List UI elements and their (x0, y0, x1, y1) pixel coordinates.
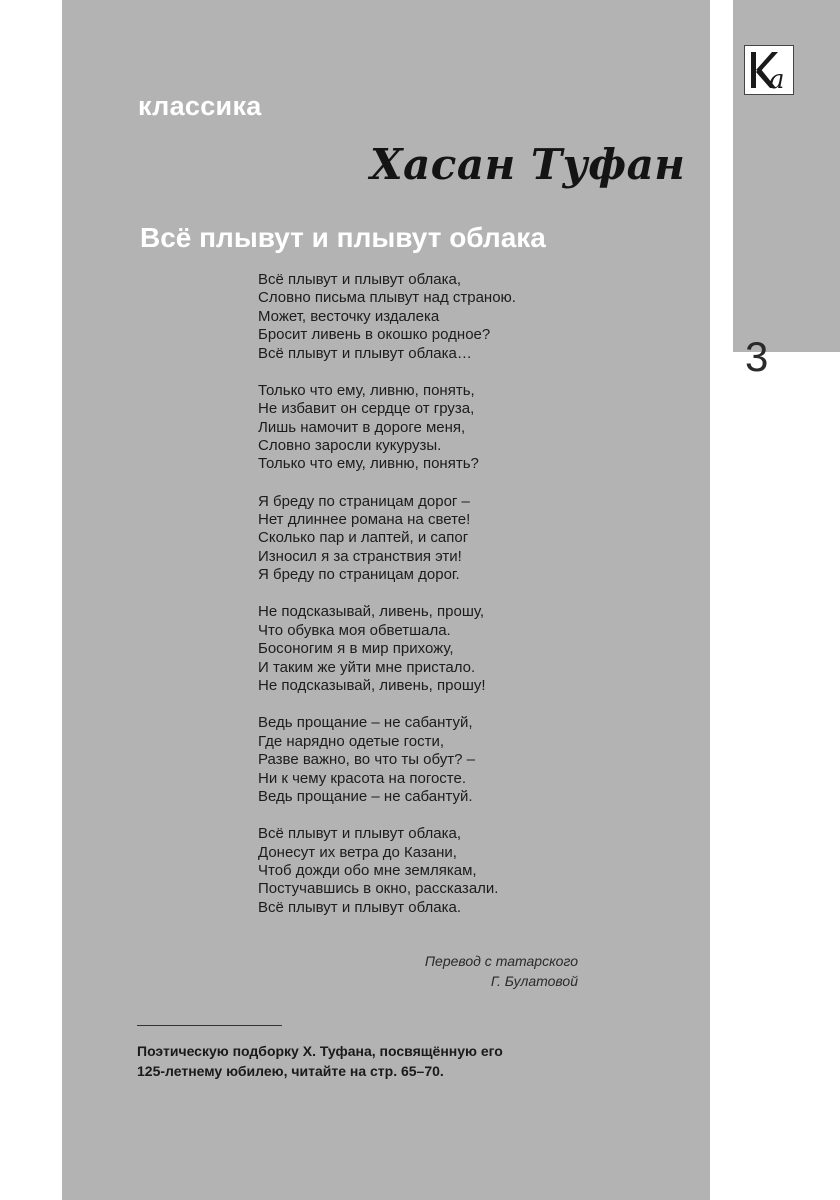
poem-line: Ни к чему красота на погосте. (258, 769, 467, 787)
poem-line: Не избавит он сердце от груза, (258, 400, 475, 418)
translator-name: Г. Булатовой (490, 973, 578, 989)
poem-line: Всё плывут и плывут облака, (258, 271, 461, 288)
stanza-2 (258, 382, 678, 474)
poem-line: Я бреду по страницам дорог – (258, 492, 470, 510)
poem-line: Чтоб дожди обо мне землякам, (258, 861, 477, 879)
poem-line: Постучавшись в окно, рассказали. (258, 880, 499, 898)
poem-line: Бросит ливень в окошко родное? (258, 326, 491, 344)
poem-line: Босоногим я в мир прихожу, (258, 640, 454, 658)
poem-line: Я бреду по страницам дорог. (258, 566, 460, 584)
footnote-divider (137, 1025, 282, 1026)
poem-line: Только что ему, ливню, понять, (258, 381, 475, 399)
poem-line: Нет длиннее романа на свете! (258, 511, 471, 529)
footnote-line: Поэтическую подборку Х. Туфана, посвящённую его (137, 1043, 503, 1059)
poem-line: Всё плывут и плывут облака… (258, 344, 472, 362)
poem-line: Словно заросли кукурузы. (258, 437, 442, 455)
poem-line: Лишь намочит в дороге меня, (258, 418, 466, 436)
stanza-5 (258, 714, 678, 806)
stanza-4 (258, 603, 678, 695)
stanza-3 (258, 493, 678, 585)
page-number: 3 (745, 333, 769, 380)
poem-body (258, 271, 678, 936)
poem-line: Донесут их ветра до Казани, (258, 843, 457, 861)
poem-line: Не подсказывай, ливень, прошу, (258, 603, 485, 621)
poem-line: Разве важно, во что ты обут? – (258, 751, 475, 769)
svg-text:a: a (769, 65, 785, 94)
footnote-line: 125-летнему юбилею, читайте на стр. 65–70. (137, 1063, 444, 1079)
poem-line: Всё плывут и плывут облака. (258, 898, 461, 916)
footnote (137, 1041, 617, 1081)
poem-line: Что обувка моя обветшала. (258, 621, 451, 639)
translation-credit (380, 951, 578, 991)
poem-line: Ведь прощание – не сабантуй, (258, 714, 473, 732)
poem-title: Всё плывут и плывут облака (140, 222, 546, 253)
poem-line: Не подсказывай, ливень, прошу! (258, 677, 486, 695)
poem-line: Всё плывут и плывут облака, (258, 825, 461, 843)
poem-line: И таким же уйти мне пристало. (258, 658, 476, 676)
poem-line: Словно письма плывут над страною. (258, 289, 516, 307)
poem-line: Только что ему, ливню, понять? (258, 455, 479, 473)
section-rubric: классика (138, 91, 262, 121)
poem-line: Износил я за странствия эти! (258, 547, 462, 565)
translation-note: Перевод с татарского (424, 953, 578, 969)
poem-line: Ведь прощание – не сабантуй. (258, 787, 473, 805)
stanza-1 (258, 271, 678, 363)
author-name: Хасан Туфан (370, 140, 686, 189)
poem-line: Сколько пар и лаптей, и сапог (258, 529, 469, 547)
ka-logo-icon (744, 45, 794, 95)
poem-line: Где нарядно одетые гости, (258, 732, 445, 750)
poem-line: Может, весточку издалека (258, 307, 440, 325)
stanza-6 (258, 825, 678, 917)
